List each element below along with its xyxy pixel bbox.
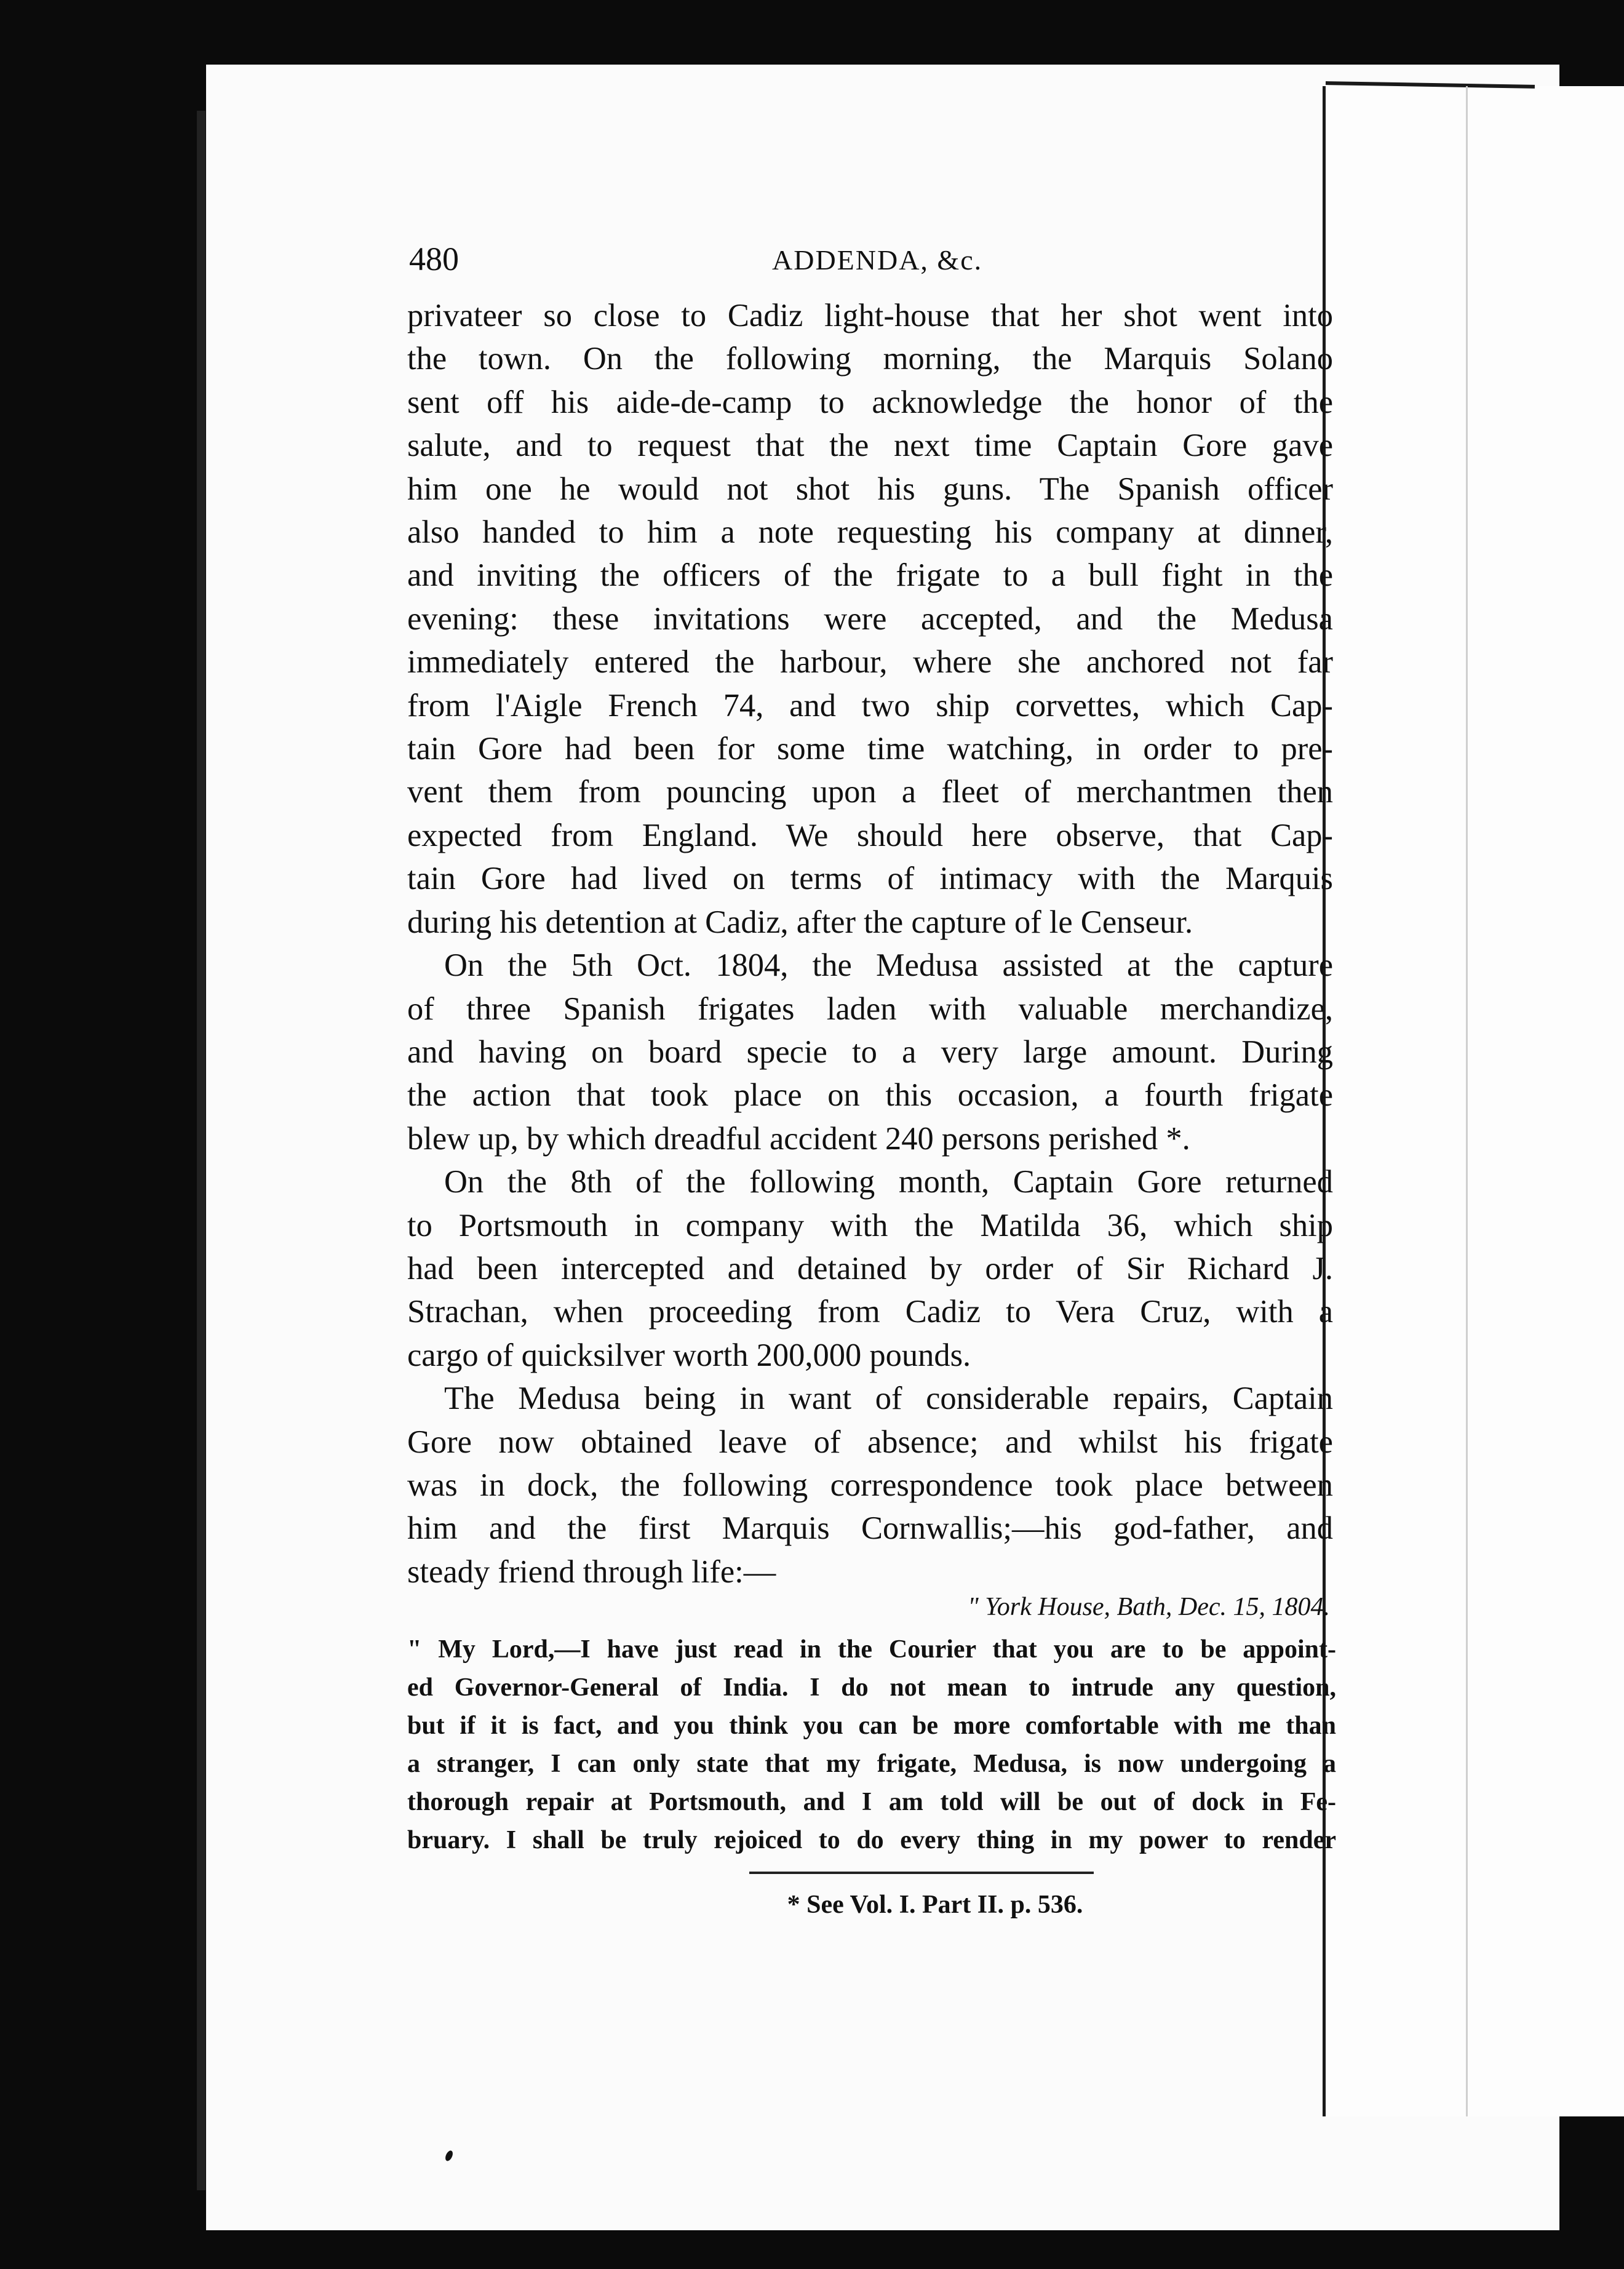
text-line: the town. On the following morning, the Marquis Solano (407, 341, 1333, 377)
footnote: * See Vol. I. Part II. p. 536. (787, 1891, 1083, 1919)
text-line: was in dock, the following correspondence took place between (407, 1467, 1333, 1503)
text-line: expected from England. We should here observe, that Cap- (407, 817, 1333, 853)
text-line: tain Gore had lived on terms of intimacy with the Marquis (407, 861, 1333, 897)
text-line: also handed to him a note requesting his company at dinner, (407, 514, 1333, 551)
text-line: of three Spanish frigates laden with valuable merchandize, (407, 991, 1333, 1027)
letter-line: thorough repair at Portsmouth, and I am told will be out of dock in Fe- (407, 1788, 1336, 1816)
page-number: 480 (409, 241, 459, 277)
text-line: and inviting the officers of the frigate to a bull fight in the (407, 557, 1333, 594)
text-line: blew up, by which dreadful accident 240 persons perished *. (407, 1120, 1190, 1157)
text-line: salute, and to request that the next time Captain Gore gave (407, 428, 1333, 464)
letter-dateline: " York House, Bath, Dec. 15, 1804. (968, 1593, 1330, 1621)
text-line: privateer so close to Cadiz light-house that her shot went into (407, 298, 1333, 333)
paragraph-start-line: On the 5th Oct. 1804, the Medusa assisted at the capture (444, 947, 1333, 984)
book-fold-shadow (197, 111, 205, 2190)
text-line: immediately entered the harbour, where she anchored not far (407, 644, 1333, 680)
letter-line: a stranger, I can only state that my frigate, Medusa, is now undergoing a (407, 1750, 1336, 1778)
letter-line: ed Governor-General of India. I do not mean to intrude any question, (407, 1673, 1336, 1702)
text-line: Gore now obtained leave of absence; and whilst his frigate (407, 1424, 1333, 1460)
text-line: sent off his aide-de-camp to acknowledge the honor of the (407, 384, 1333, 420)
text-line: had been intercepted and detained by order of Sir Richard J. (407, 1250, 1333, 1286)
text-line: steady friend through life:— (407, 1553, 776, 1590)
facing-page-edge (1323, 86, 1624, 2116)
text-line: evening: these invitations were accepted, and the Medusa (407, 600, 1333, 637)
text-line: from l'Aigle French 74, and two ship corvettes, which Cap- (407, 687, 1333, 724)
text-line: during his detention at Cadiz, after the capture of le Censeur. (407, 904, 1193, 940)
paragraph-start-line: On the 8th of the following month, Captain Gore returned (444, 1164, 1333, 1200)
text-line: the action that took place on this occasion, a fourth frigate (407, 1077, 1333, 1114)
footnote-rule (749, 1872, 1094, 1874)
quoted-letter (407, 1630, 1336, 1859)
text-line: vent them from pouncing upon a fleet of merchantmen then (407, 774, 1333, 810)
text-line: him one he would not shot his guns. The Spanish officer (407, 471, 1333, 507)
text-line: him and the first Marquis Cornwallis;—his god-father, and (407, 1510, 1333, 1547)
page-header (409, 240, 1341, 283)
text-line: cargo of quicksilver worth 200,000 pounds. (407, 1337, 971, 1373)
text-line: Strachan, when proceeding from Cadiz to Vera Cruz, with a (407, 1294, 1333, 1330)
text-line: tain Gore had been for some time watching, in order to pre- (407, 731, 1333, 767)
text-line: to Portsmouth in company with the Matilda 36, which ship (407, 1207, 1333, 1243)
letter-line: but if it is fact, and you think you can be more comfortable with me than (407, 1712, 1336, 1740)
running-title: ADDENDA, &c. (772, 244, 983, 276)
letter-line: " My Lord,—I have just read in the Courier that you are to be appoint- (407, 1635, 1336, 1664)
main-text (407, 294, 1333, 1593)
paragraph-start-line: The Medusa being in want of considerable repairs, Captain (444, 1381, 1333, 1417)
text-line: and having on board specie to a very large amount. During (407, 1034, 1333, 1070)
letter-line: bruary. I shall be truly rejoiced to do every thing in my power to render (407, 1826, 1336, 1854)
